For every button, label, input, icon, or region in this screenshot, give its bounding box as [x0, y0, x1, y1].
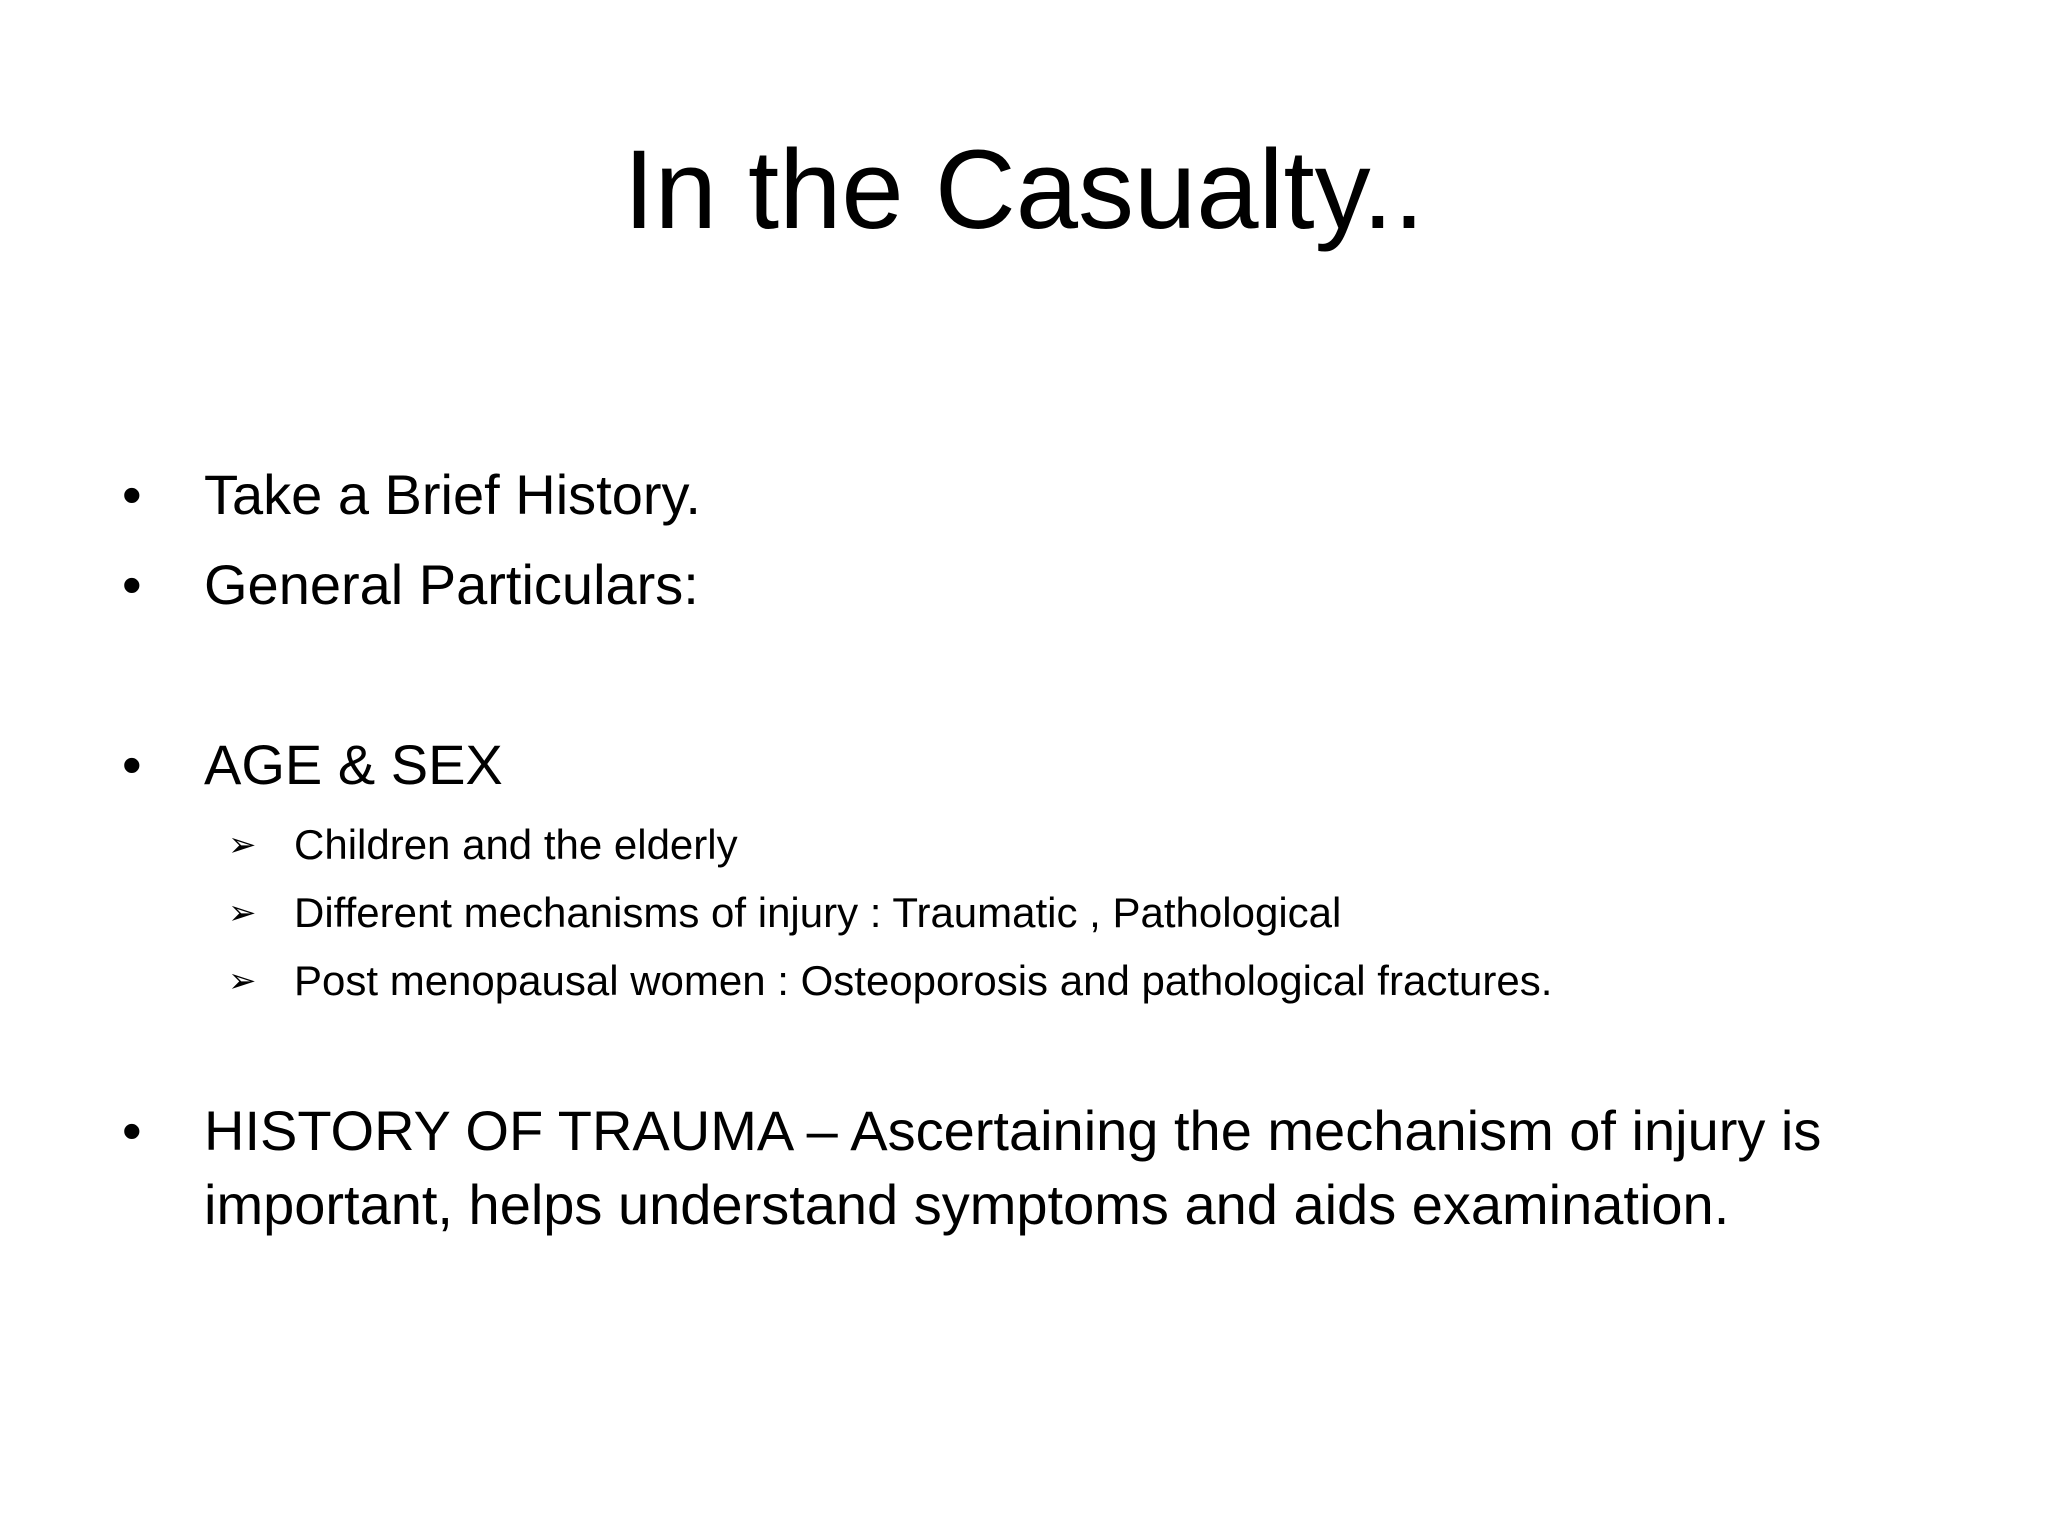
bullet-marker: • — [122, 553, 142, 616]
bullet-text: General Particulars: — [204, 553, 699, 616]
bullet-marker: • — [122, 1099, 142, 1162]
arrow-bullet-icon: ➢ — [228, 962, 257, 1000]
bullet-text: HISTORY OF TRAUMA – Ascertaining the mechanism of injury is important, helps understand symptoms and aids examination. — [204, 1099, 1822, 1236]
bullet-marker: • — [122, 463, 142, 526]
bullet-text: Take a Brief History. — [204, 463, 701, 526]
slide-title: In the Casualty.. — [623, 127, 1425, 252]
sub-bullet-text: Children and the elderly — [294, 821, 738, 868]
sub-bullet-text: Post menopausal women : Osteoporosis and pathological fractures. — [294, 957, 1553, 1004]
arrow-bullet-icon: ➢ — [228, 894, 257, 932]
bullet-marker: • — [122, 733, 142, 796]
sub-bullet-text: Different mechanisms of injury : Traumatic , Pathological — [294, 889, 1342, 936]
arrow-bullet-icon: ➢ — [228, 826, 257, 864]
bullet-text: AGE & SEX — [204, 733, 503, 796]
